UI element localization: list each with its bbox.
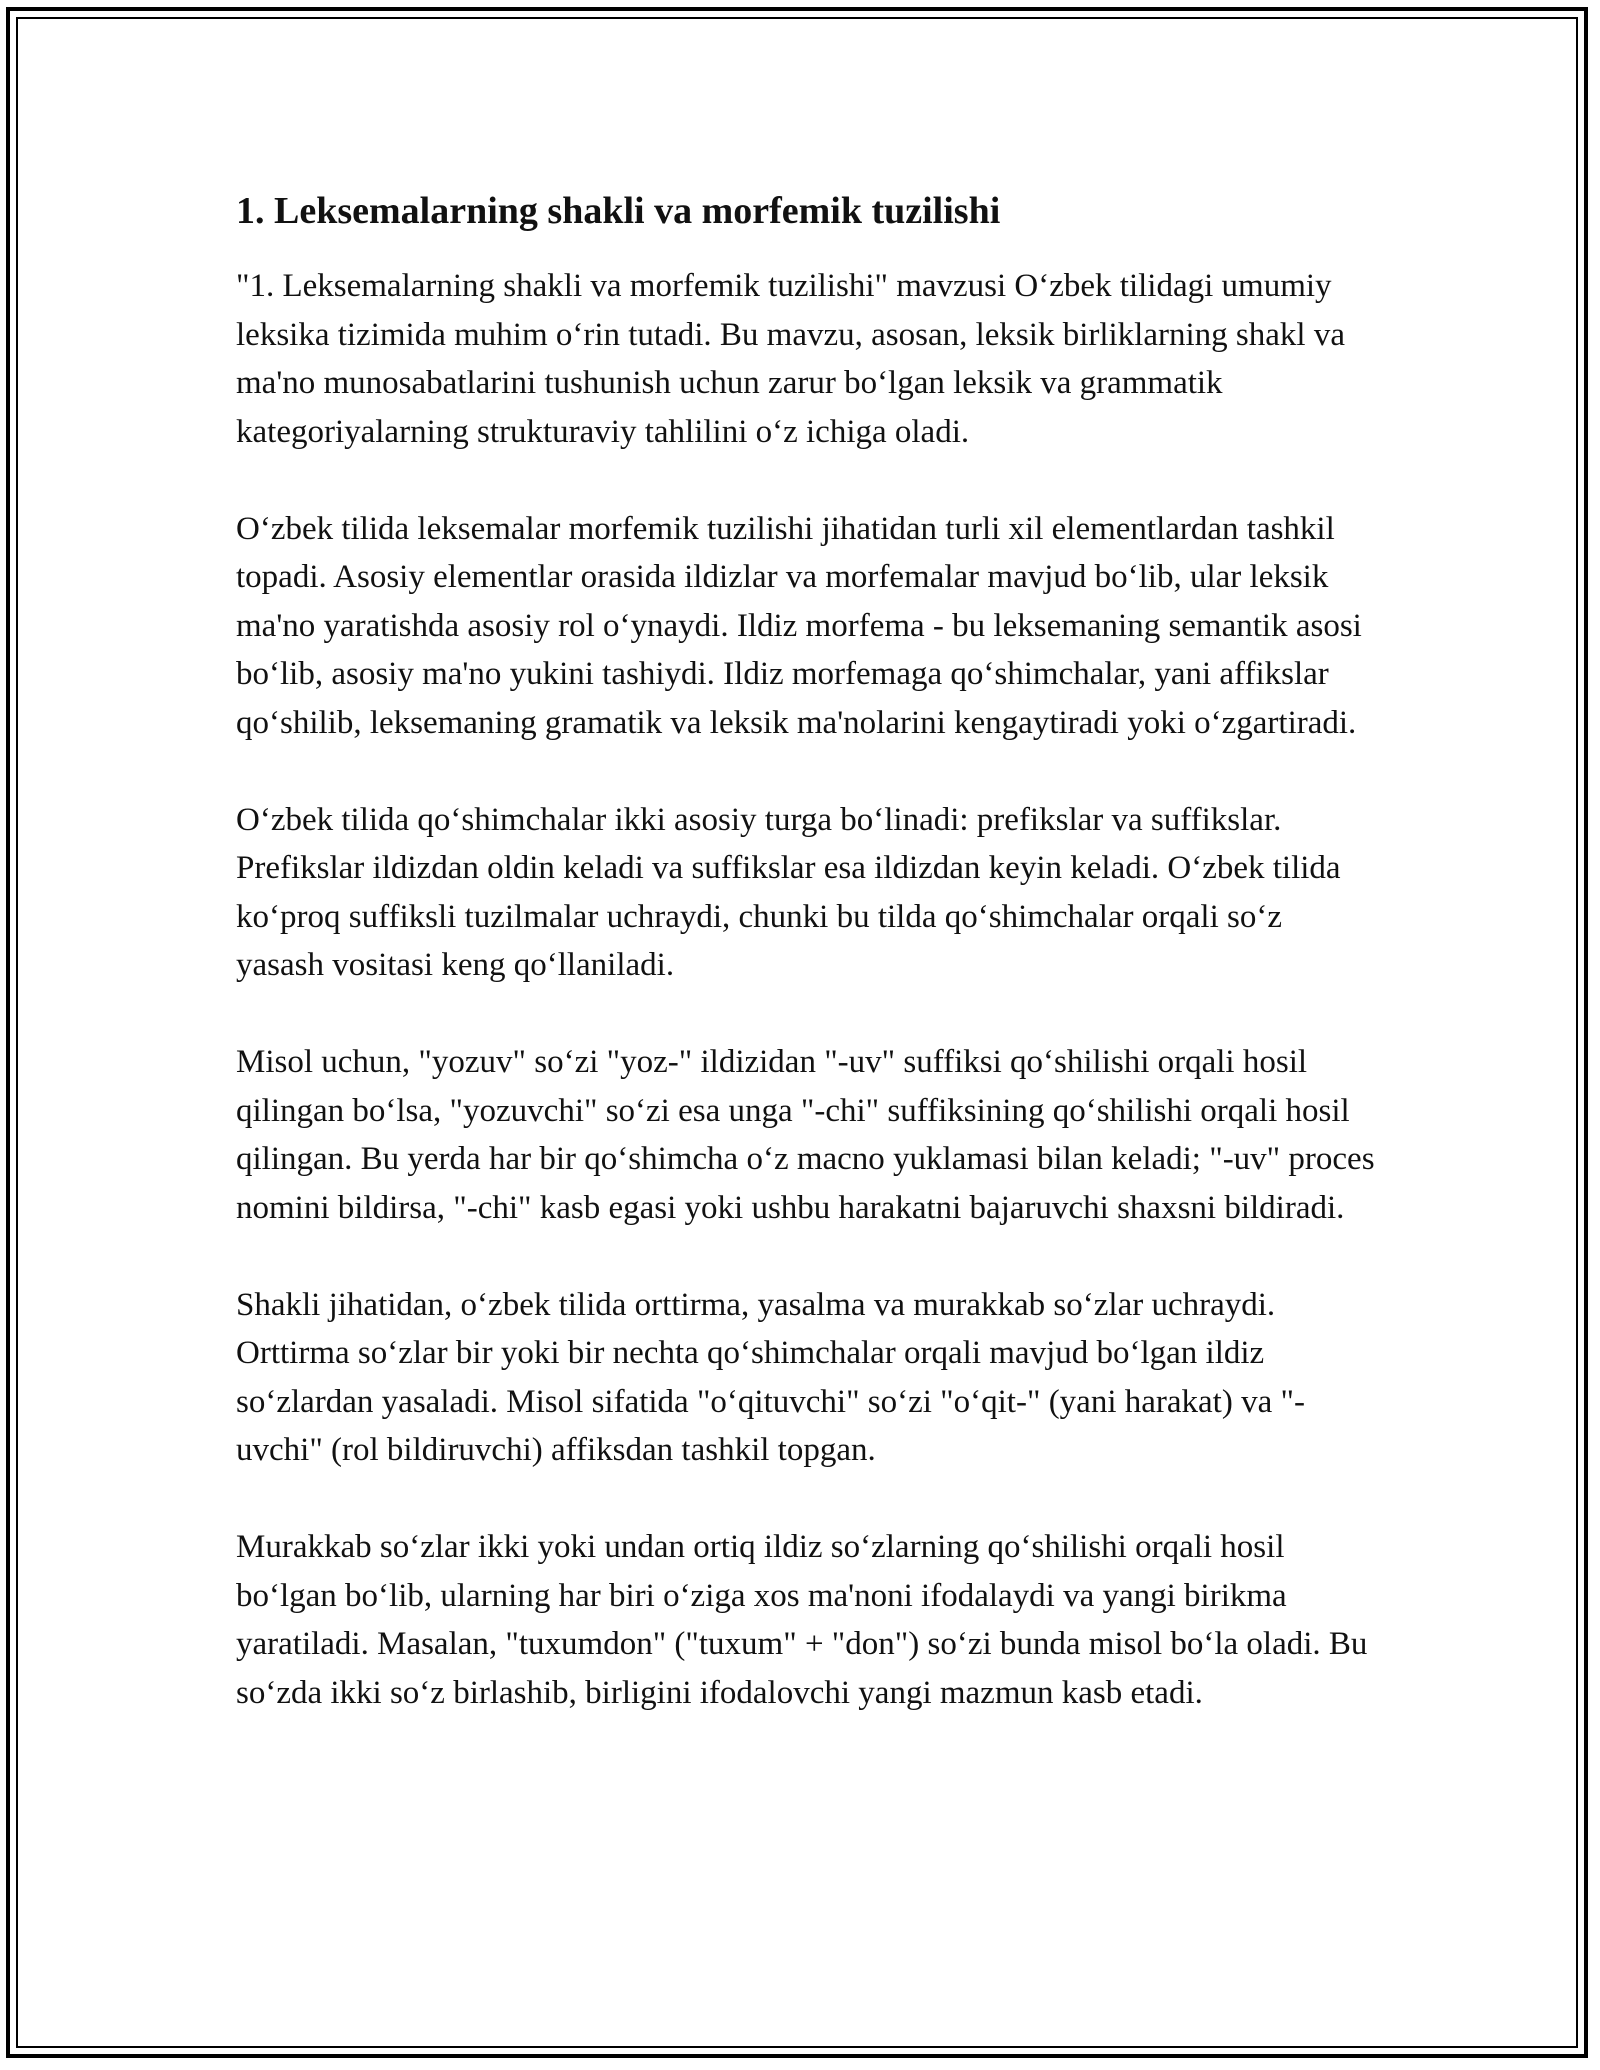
document-body [236,186,1376,1766]
paragraph-morpheme-structure: O‘zbek tilida leksemalar morfemik tuzilishi jihatidan turli xil elementlardan tashkil topadi. Asosiy elementlar orasida ildizlar va morfemalar mavjud bo‘lib, ular leksik ma'no yaratishda asosiy rol o‘ynaydi. Ildiz morfema - bu leksemaning semantik asosi bo‘lib, asosiy ma'no yukini tashiydi. Ildiz morfemaga qo‘shimchalar, yani affikslar qo‘shilib, leksemaning gramatik va leksik ma'nolarini kengaytiradi yoki o‘zgartiradi. [236,510,1362,741]
document-title: 1. Leksemalarning shakli va morfemik tuzilishi [236,190,1001,232]
paragraph-word-forms: Shakli jihatidan, o‘zbek tilida orttirma, yasalma va murakkab so‘zlar uchraydi. Orttirma so‘zlar bir yoki bir nechta qo‘shimchalar orqali mavjud bo‘lgan ildiz so‘zlardan yasaladi. Misol sifatida "o‘qituvchi" so‘zi "o‘qit-" (yani harakat) va "-uvchi" (rol bildiruvchi) affiksdan tashkil topgan. [236,1286,1305,1468]
paragraph-affix-types: O‘zbek tilida qo‘shimchalar ikki asosiy turga bo‘linadi: prefikslar va suffikslar. Prefikslar ildizdan oldin keladi va suffikslar esa ildizdan keyin keladi. O‘zbek tilida ko‘proq suffiksli tuzilmalar uchraydi, chunki bu tilda qo‘shimchalar orqali so‘z yasash vositasi keng qo‘llaniladi. [236,801,1341,983]
paragraph-compound-words: Murakkab so‘zlar ikki yoki undan ortiq ildiz so‘zlarning qo‘shilishi orqali hosil bo‘lgan bo‘lib, ularning har biri o‘ziga xos ma'noni ifodalaydi va yangi birikma yaratiladi. Masalan, "tuxumdon" ("tuxum" + "don") so‘zi bunda misol bo‘la oladi. Bu so‘zda ikki so‘z birlashib, birligini ifodalovchi yangi mazmun kasb etadi. [236,1529,1368,1711]
paragraph-example-yozuv: Misol uchun, "yozuv" so‘zi "yoz-" ildizidan "-uv" suffiksi qo‘shilishi orqali hosil qilingan bo‘lsa, "yozuvchi" so‘zi esa unga "-chi" suffiksining qo‘shilishi orqali hosil qilingan. Bu yerda har bir qo‘shimcha o‘z macno yuklamasi bilan keladi; "-uv" proces nomini bildirsa, "-chi" kasb egasi yoki ushbu harakatni bajaruvchi shaxsni bildiradi. [236,1044,1375,1226]
paragraph-intro: "1. Leksemalarning shakli va morfemik tuzilishi" mavzusi O‘zbek tilidagi umumiy leksika tizimida muhim o‘rin tutadi. Bu mavzu, asosan, leksik birliklarning shakl va ma'no munosabatlarini tushunish uchun zarur bo‘lgan leksik va grammatik kategoriyalarning strukturaviy tahlilini o‘z ichiga oladi. [236,268,1345,450]
